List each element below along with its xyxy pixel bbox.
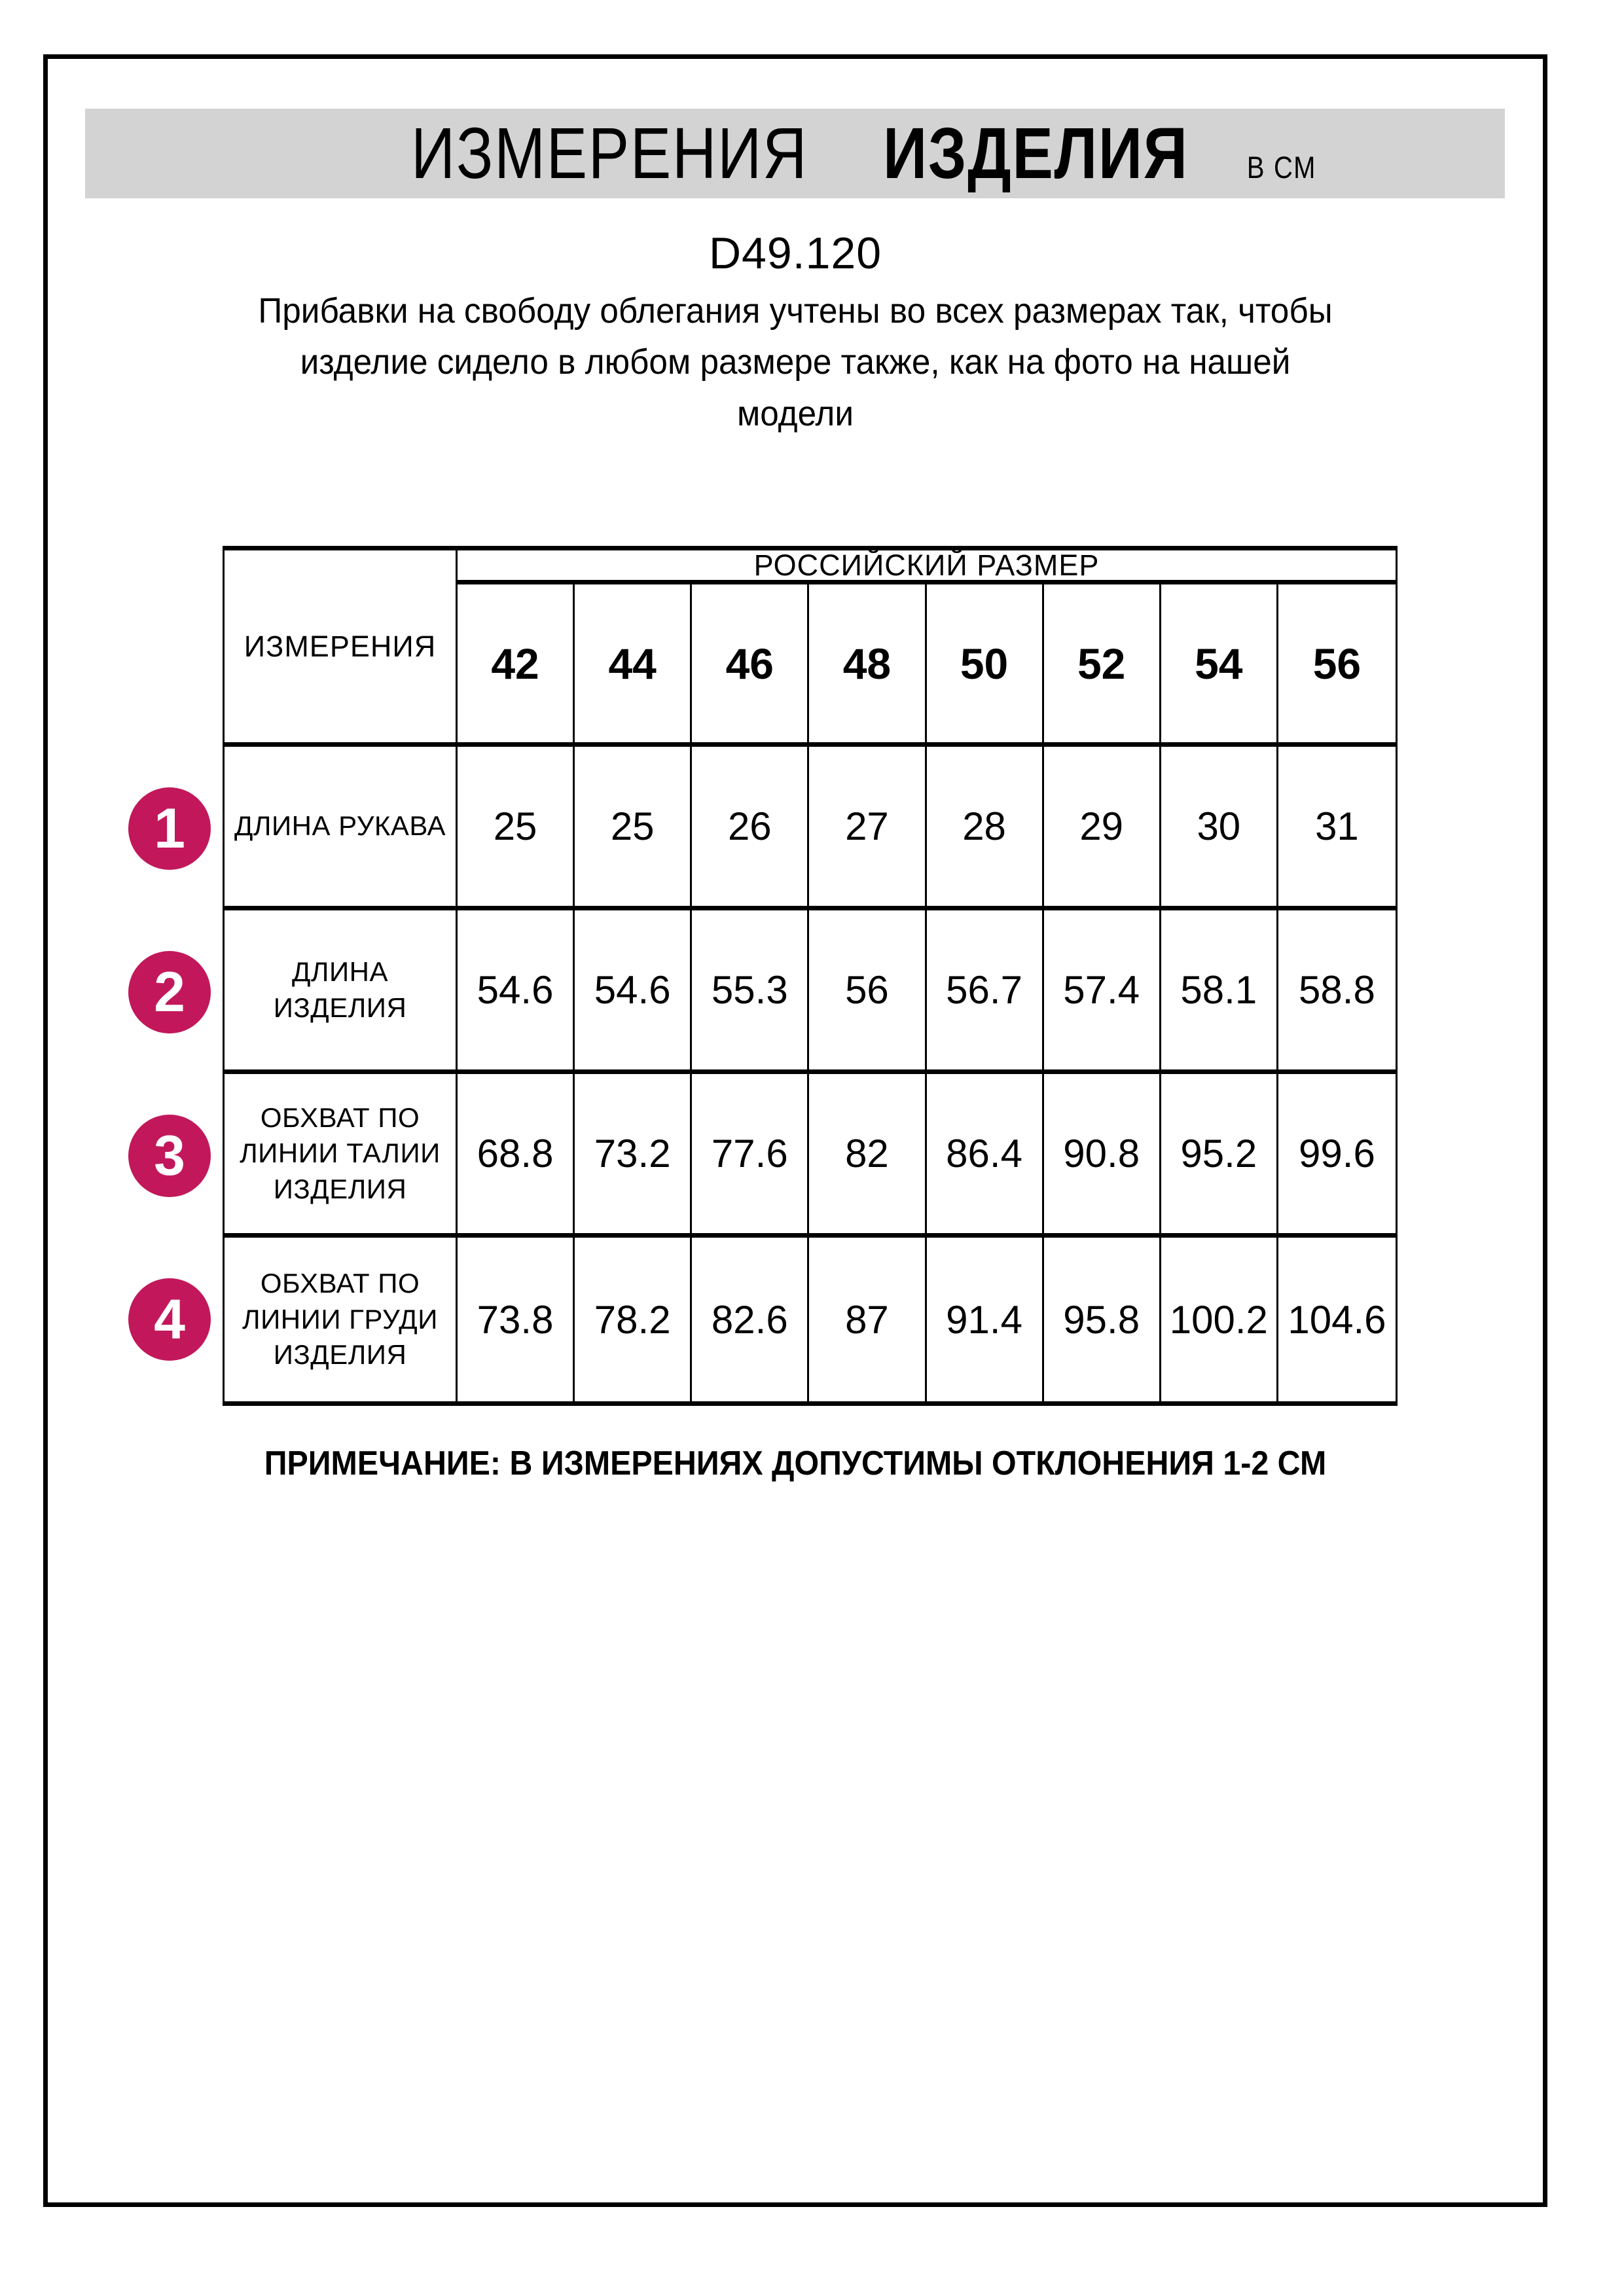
value-cell: 73.2	[575, 1074, 692, 1238]
label-line: ОБХВАТ ПО	[260, 1268, 420, 1299]
page-title	[411, 112, 1316, 195]
value-cell: 56.7	[927, 910, 1044, 1074]
size-header-cell: 48	[809, 584, 926, 747]
label-line: ИЗДЕЛИЯ	[273, 992, 407, 1023]
size-table	[223, 546, 1398, 1406]
value-cell: 54.6	[575, 910, 692, 1074]
value-cell: 82.6	[692, 1238, 809, 1401]
value-cell: 91.4	[927, 1238, 1044, 1401]
title-unit-cm: В СМ	[1246, 150, 1317, 185]
intro-line: изделие сидело в любом размере также, как на фото на нашей	[300, 342, 1291, 382]
value-cell: 55.3	[692, 910, 809, 1074]
row-badge-3: 3	[128, 1115, 211, 1197]
value-cell: 95.2	[1161, 1074, 1278, 1238]
size-header-cell: 46	[692, 584, 809, 747]
size-group-header-cell: РОССИЙСКИЙ РАЗМЕР	[458, 550, 1396, 584]
value-cell: 104.6	[1288, 1297, 1386, 1342]
value-cell: 100.2	[1161, 1238, 1278, 1401]
title-word-measurements: ИЗМЕРЕНИЯ	[410, 113, 808, 194]
value-cell: 86.4	[927, 1074, 1044, 1238]
value-cell: 56	[809, 910, 926, 1074]
value-cell: 26	[692, 747, 809, 910]
value-cell: 25	[458, 747, 575, 910]
value-cell: 58.8	[1278, 910, 1396, 1074]
header-band	[85, 109, 1505, 198]
label-line: ИЗДЕЛИЯ	[273, 1339, 407, 1371]
value-cell: 82	[809, 1074, 926, 1238]
intro-paragraph	[81, 285, 1509, 439]
size-header-cell: 44	[575, 584, 692, 747]
title-word-garment: ИЗДЕЛИЯ	[882, 113, 1189, 194]
row-label-sleeve-length	[225, 747, 458, 910]
size-header-cell: 42	[458, 584, 575, 747]
label-line: ЛИНИИ ТАЛИИ	[240, 1138, 441, 1169]
value-cell: 78.2	[575, 1238, 692, 1401]
size-header-cell: 50	[927, 584, 1044, 747]
value-cell: 57.4	[1044, 910, 1161, 1074]
value-cell: 73.8	[458, 1238, 575, 1401]
size-header-cell: 54	[1161, 584, 1278, 747]
label-line: ЛИНИИ ГРУДИ	[242, 1303, 438, 1335]
label-line: ДЛИНА РУКАВА	[234, 810, 446, 842]
row-label-chest-girth	[225, 1238, 458, 1401]
value-cell: 95.8	[1044, 1238, 1161, 1401]
value-cell: 25	[575, 747, 692, 910]
intro-line: модели	[736, 393, 854, 433]
value-cell: 77.6	[692, 1074, 809, 1238]
value-cell: 29	[1044, 747, 1161, 910]
row-badge-1: 1	[128, 787, 211, 870]
value-cell: 28	[927, 747, 1044, 910]
value-cell: 68.8	[458, 1074, 575, 1238]
intro-line: Прибавки на свободу облегания учтены во всех размерах так, чтобы	[258, 291, 1333, 331]
row-badge-4: 4	[128, 1278, 211, 1361]
value-cell: 58.1	[1161, 910, 1278, 1074]
size-header-cell: 56	[1278, 584, 1396, 747]
label-line: ОБХВАТ ПО	[260, 1102, 420, 1133]
value-cell: 54.6	[458, 910, 575, 1074]
value-cell: 31	[1278, 747, 1396, 910]
row-label-waist-girth	[225, 1074, 458, 1238]
label-line: ДЛИНА	[291, 956, 389, 987]
row-label-garment-length	[225, 910, 458, 1074]
value-cell: 99.6	[1278, 1074, 1396, 1238]
value-cell: 30	[1161, 747, 1278, 910]
measurements-header-cell: ИЗМЕРЕНИЯ	[225, 550, 458, 747]
value-cell: 90.8	[1044, 1074, 1161, 1238]
model-code: D49.120	[708, 228, 882, 278]
label-line: ИЗДЕЛИЯ	[273, 1173, 407, 1204]
row-badge-2: 2	[128, 951, 211, 1033]
note-text: ПРИМЕЧАНИЕ: В ИЗМЕРЕНИЯХ ДОПУСТИМЫ ОТКЛОНЕНИЯ 1-2 СМ	[264, 1444, 1327, 1482]
value-cell: 87	[809, 1238, 926, 1401]
value-cell: 27	[809, 747, 926, 910]
size-header-cell: 52	[1044, 584, 1161, 747]
